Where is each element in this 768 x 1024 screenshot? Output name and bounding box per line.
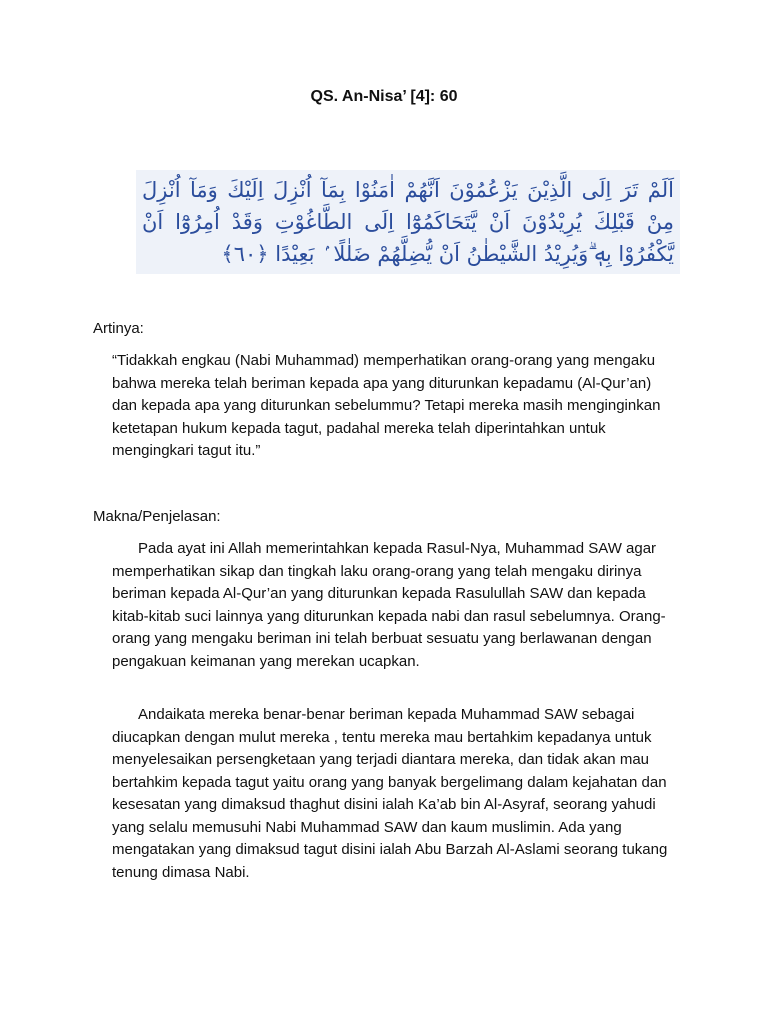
explanation-heading: Makna/Penjelasan:	[93, 508, 221, 525]
explanation-paragraph: Pada ayat ini Allah memerintahkan kepada Rasul-Nya, Muhammad SAW agar memperhatikan sikap dan tingkah laku orang-orang yang telah mengaku dirinya beriman kepada Al-Qur’an yang diturunkan kepada Rasulullah SAW dan kepada kitab-kitab suci lainnya yang diturunkan kepada nabi dan rasul sebelumnya. Orang-orang yang mengaku beriman ini telah berbuat sesuatu yang berlawanan dengan pengakuan keimanan yang merekan ucapkan.	[112, 540, 666, 670]
arabic-verse: اَلَمْ تَرَ اِلَى الَّذِيْنَ يَزْعُمُوْنَ اَنَّهُمْ اٰمَنُوْا بِمَآ اُنْزِلَ اِلَيْكَ وَمَآ اُنْزِلَ مِنْ قَبْلِكَ يُرِيْدُوْنَ اَنْ يَّتَحَاكَمُوْٓا اِلَى الطَّاغُوْتِ وَقَدْ اُمِرُوْٓا اَنْ يَّكْفُرُوْا بِهٖ ۗوَيُرِيْدُ الشَّيْطٰنُ اَنْ يُّضِلَّهُمْ ضَلٰلًا ۢ بَعِيْدًا ﴿٦٠﴾	[136, 170, 680, 274]
translation-text: “Tidakkah engkau (Nabi Muhammad) memperhatikan orang-orang yang mengaku bahwa mereka telah beriman kepada apa yang diturunkan kepadamu (Al-Qur’an) dan kepada apa yang diturunkan sebelummu? Tetapi mereka masih menginginkan ketetapan hukum kepada tagut, padahal mereka telah diperintahkan untuk mengingkari tagut itu.”	[112, 352, 661, 459]
page-title: QS. An-Nisa’ [4]: 60	[310, 88, 458, 105]
explanation-paragraph: Andaikata mereka benar-benar beriman kepada Muhammad SAW sebagai diucapkan dengan mulut mereka , tentu mereka mau bertahkim kepadanya untuk menyelesaikan persengketaan yang terjadi diantara mereka, dan tidak akan mau bertahkim kepada tagut yaitu orang yang banyak bergelimang dalam kejahatan dan kesesatan yang dimaksud thaghut disini ialah Ka’ab bin Al-Asyraf, seorang yahudi yang selalu memusuhi Nabi Muhammad SAW dan kaum muslimin. Ada yang mengatakan yang dimaksud tagut disini ialah Abu Barzah Al-Aslami seorang tukang tenung dimasa Nabi.	[112, 706, 668, 881]
translation-heading: Artinya:	[93, 320, 144, 337]
